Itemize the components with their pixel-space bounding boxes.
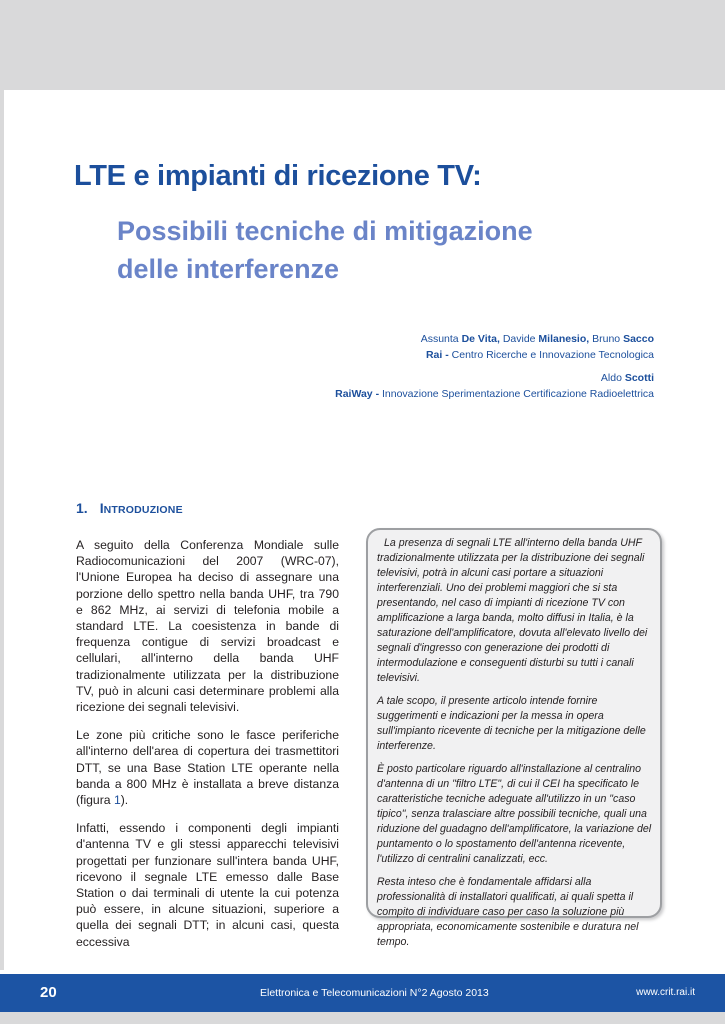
author-first-name: Aldo [600, 372, 622, 384]
abstract-paragraph-3: È posto particolare riguardo all'installazione al centralino d'antenna di un "filtro LTE", di cui il CEI ha specificato le caratteristiche tecniche adeguate all'utilizzo in un "caso tipico", senza tralasciare altre possibili tecniche, quali una riduzione del guadagno dell'amplificatore, la variazione del puntamento o lo spostamento dell'antenna ricevente, l'utilizzo di centralini canalizzati, ecc. [377, 763, 652, 865]
body-paragraph-3: Infatti, essendo i componenti degli impianti d'antenna TV e gli stessi apparecchi televisivi progettati per funzionare sull'intera banda UHF, ricevono il segnale LTE emesso dalle Base Station o dai terminali di utente la cui potenza può essere, in alcune situazioni, superiore a quella dei segnali DTT; in alcuni casi, questa eccessiva [76, 821, 339, 949]
page-title: LTE e impianti di ricezione TV: [74, 160, 482, 192]
abstract-box [366, 528, 662, 948]
author-last-name: De Vita, [461, 333, 500, 345]
authors-rai [421, 332, 654, 363]
section-number: 1. [76, 500, 88, 516]
section-heading [76, 500, 183, 516]
section-title-initial: I [99, 500, 104, 516]
body-column [76, 537, 339, 962]
author-last-name: Sacco [623, 333, 654, 345]
abstract-paragraph-1: La presenza di segnali LTE all'interno della banda UHF tradizionalmente utilizzata per la distribuzione dei segnali televisivi, potrà in alcuni casi portare a situazioni interferenziali. Uno dei problemi maggiori che si sta presentando, nel caso di impianti di ricezione TV con amplificazione a larga banda, molto diffusi in Italia, è la saturazione dell'amplificatore, dovuta all'elevato livello dei segnali d'ingresso con generazione dei prodotti di intermodulazione e conseguenti disturbi su tutti i canali televisivi. [377, 537, 648, 684]
author-first-name: Davide [502, 333, 536, 345]
page-footer [0, 974, 725, 1012]
author-affiliation-line [335, 387, 654, 403]
affiliation-dept: Centro Ricerche e Innovazione Tecnologica [451, 348, 654, 361]
affiliation-org: RaiWay - [335, 387, 380, 400]
author-first-name: Assunta [420, 333, 459, 345]
author-affiliation-line [421, 348, 654, 364]
abstract-paragraph-4: Resta inteso che è fondamentale affidarsi alla professionalità di installatori qualificati, ai quali spetta il compito di individuare caso per caso la soluzione più appropriata, economicamente sostenibile e duratura nel tempo. [377, 876, 639, 948]
page-number: 20 [40, 984, 57, 1001]
subtitle-line-2: delle interferenze [117, 254, 340, 284]
author-first-name: Bruno [592, 333, 621, 345]
journal-info: Elettronica e Telecomunicazioni N°2 Agosto 2013 [260, 987, 489, 999]
subtitle-line-1: Possibili tecniche di mitigazione [117, 216, 533, 246]
body-paragraph-2 [76, 727, 339, 808]
body-paragraph-2-text: Le zone più critiche sono le fasce periferiche all'interno dell'area di copertura dei trasmettitori DTT, se una Base Station LTE operante nella banda a 800 MHz è installata a breve distanza (figura [76, 728, 339, 808]
body-paragraph-1: A seguito della Conferenza Mondiale sulle Radiocomunicazioni del 2007 (WRC-07), l'Unione Europea ha deciso di assegnare una porzione dello spettro nella banda UHF, tra 790 e 862 MHz, ai servizi di telefonia mobile a standard LTE. La coesistenza in bande di frequenza contigue di servizi broadcast e cellulari, all'interno della banda UHF tradizionalmente utilizzata per la distribuzione TV, può in alcuni casi determinare problemi alla ricezione dei segnali televisivi. [76, 538, 339, 715]
page-subtitle [117, 212, 677, 288]
header-band [0, 0, 725, 90]
bottom-band [0, 1012, 725, 1024]
author-last-name: Milanesio, [538, 333, 590, 345]
left-margin-bar [0, 90, 4, 970]
abstract-paragraph-2: A tale scopo, il presente articolo intende fornire suggerimenti e indicazioni per la messa in opera sull'impianto ricevente di tecniche per la mitigazione delle interferenze. [377, 695, 646, 752]
affiliation-dept: Innovazione Sperimentazione Certificazione Radioelettrica [382, 387, 654, 400]
website-link[interactable]: www.crit.rai.it [636, 987, 695, 998]
author-names-line [335, 371, 654, 387]
figure-reference-link[interactable]: 1 [113, 793, 121, 808]
author-names-line [421, 332, 654, 348]
affiliation-org: Rai - [425, 348, 449, 361]
author-last-name: Scotti [624, 372, 654, 384]
section-title-rest: NTRODUZIONE [103, 504, 183, 516]
body-paragraph-2-end: ). [120, 793, 129, 808]
authors-raiway [335, 371, 654, 402]
